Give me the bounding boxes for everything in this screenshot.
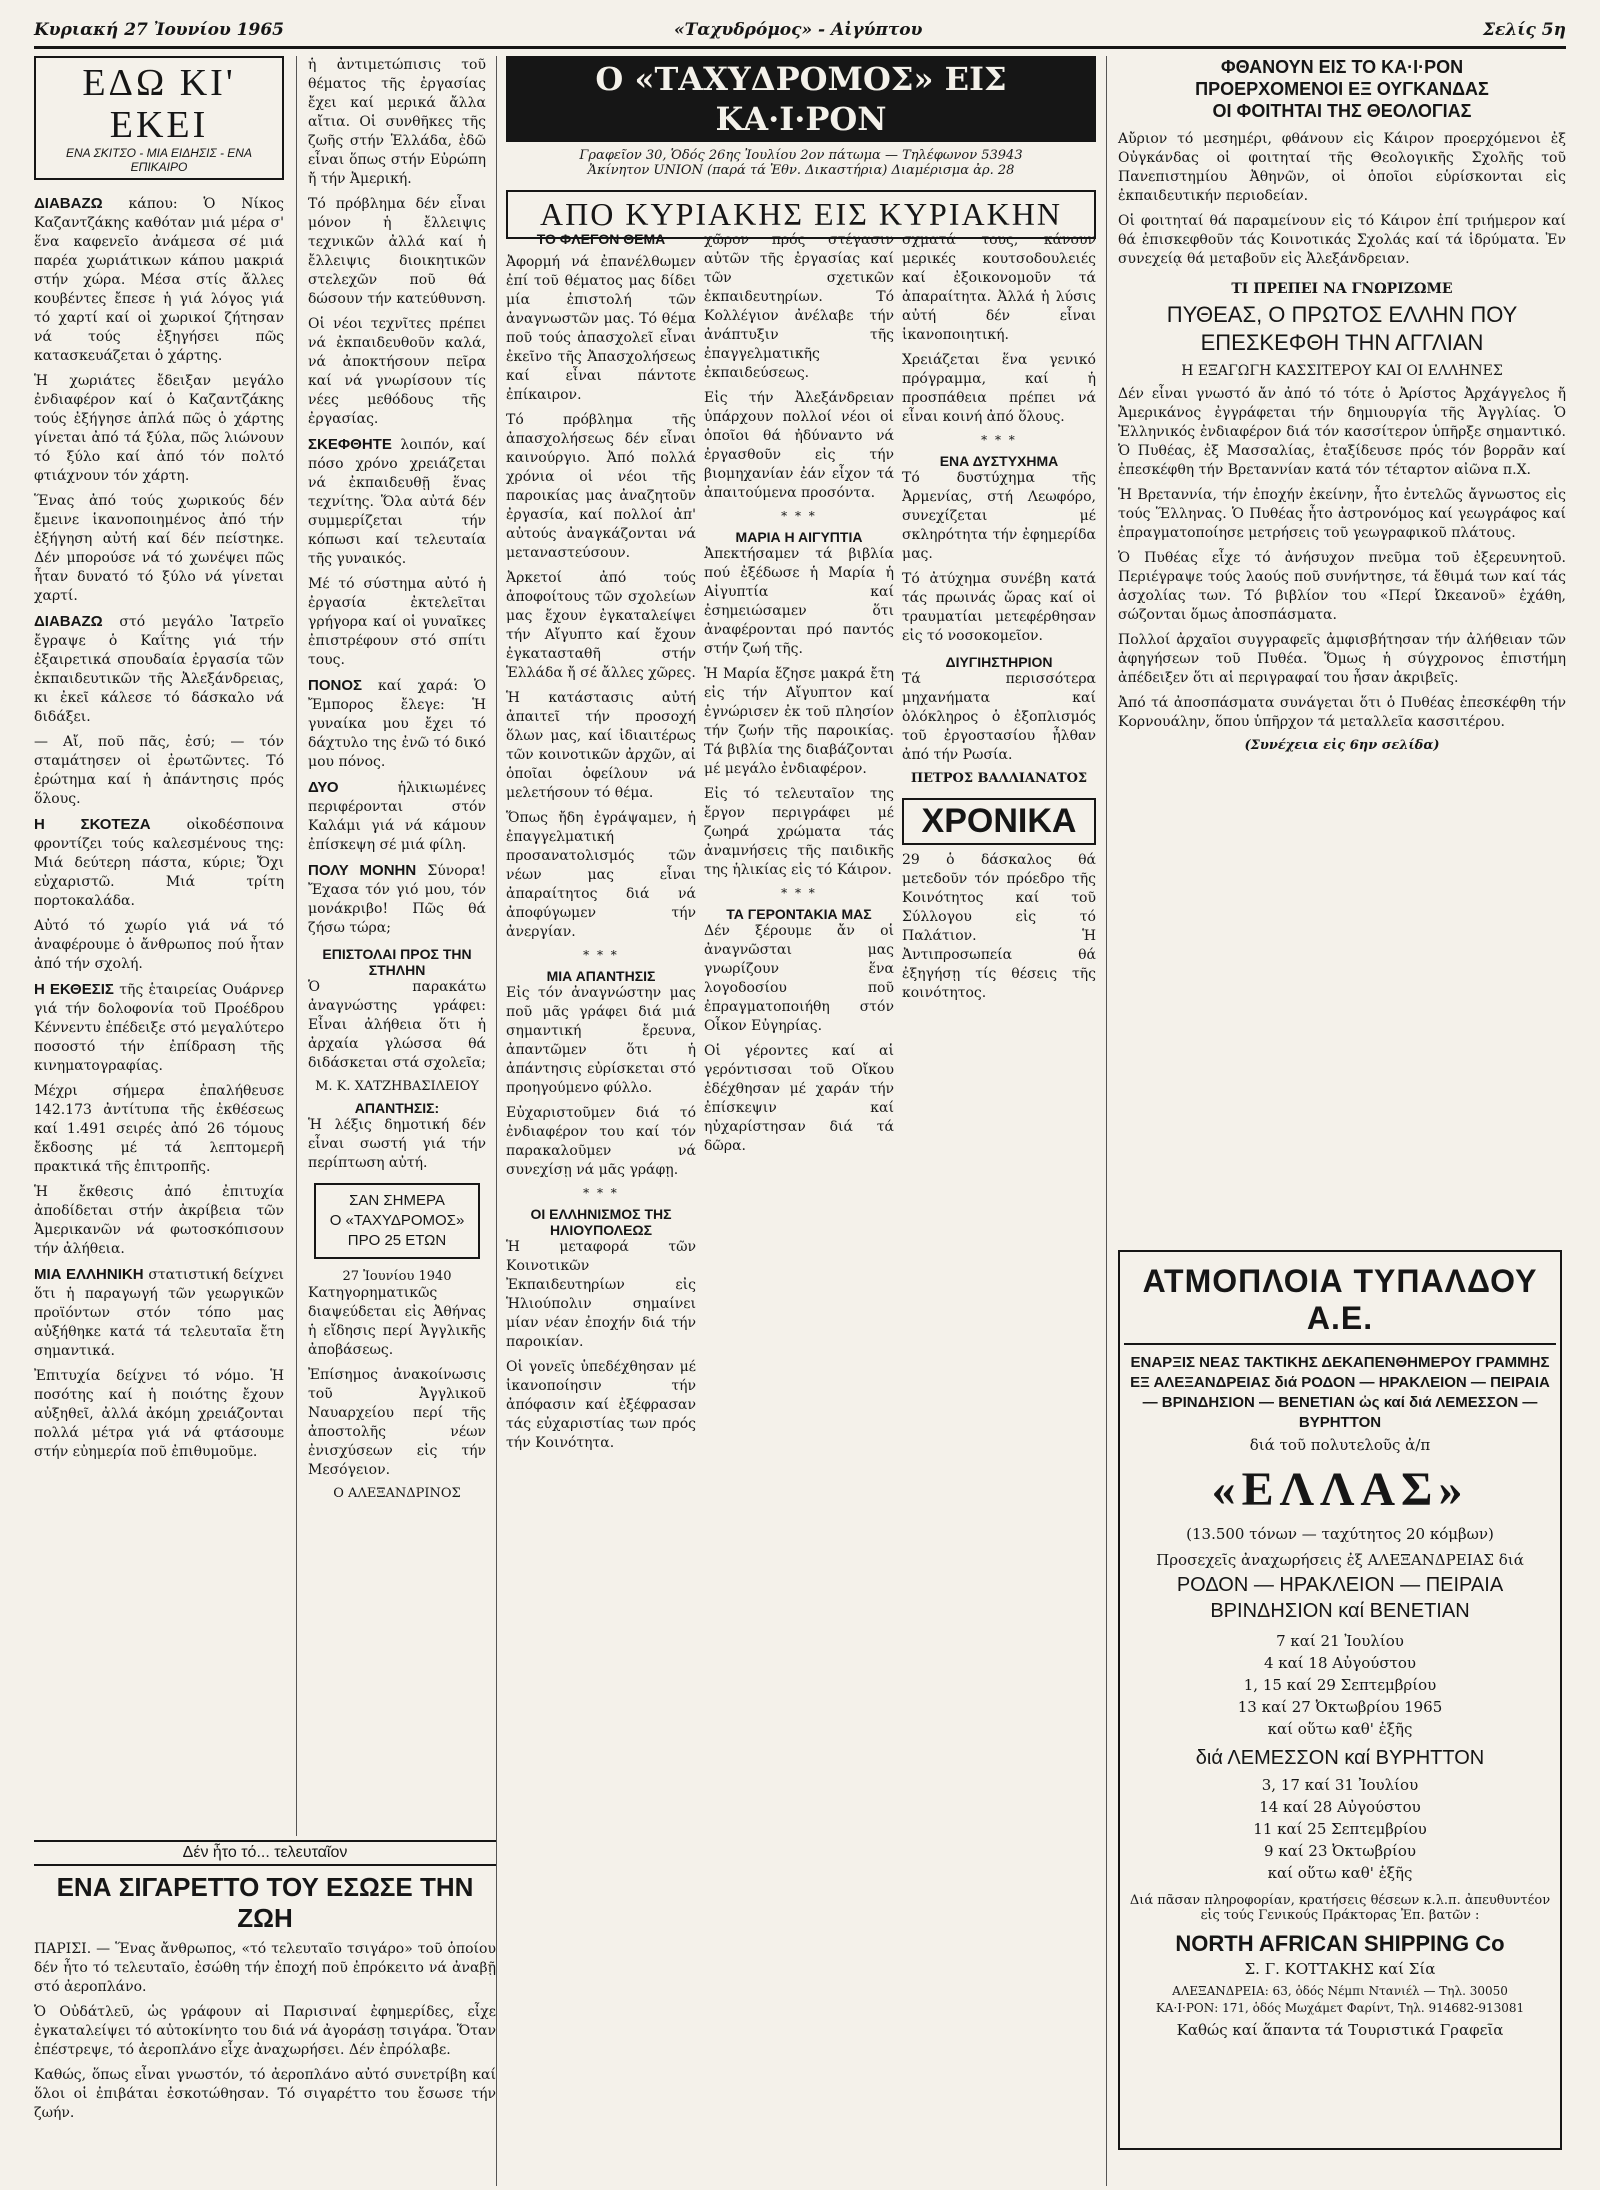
footer-text: ΠΑΡΙΣΙ. — Ἕνας ἄνθρωπος, «τό τελευταῖο τσιγάρο» τοῦ ὁποίου δέν ἦτο τό τελευταῖο, ἐσώθη τήν ἐποχή ποῦ ἐπρόκειτο νά ἀναβῇ στό ἀεροπλάνο. xyxy=(34,1941,496,1995)
center-address1: Γραφεῖον 30, Ὁδός 26ης Ἰουλίου 2ον πάτωμα — Τηλέφωνον 53943 xyxy=(579,148,1023,163)
letters-title: ΕΠΙΣΤΟΛΑΙ ΠΡΟΣ ΤΗΝ ΣΤΗΛΗΝ xyxy=(322,946,472,978)
right-headline1: ΦΘΑΝΟΥΝ ΕΙΣ ΤΟ ΚΑ·Ι·ΡΟΝ xyxy=(1220,57,1464,77)
right-headline3: ΟΙ ΦΟΙΤΗΤΑΙ ΤΗΣ ΘΕΟΛΟΓΙΑΣ xyxy=(1212,101,1472,121)
footer-kicker: Δέν ἦτο τό... τελευταῖον xyxy=(34,1840,496,1866)
center-headline: ΑΠΟ ΚΥΡΙΑΚΗΣ ΕΙΣ ΚΥΡΙΑΚΗΝ xyxy=(506,190,1096,239)
section-text: στό μεγάλο Ἰατρεῖο ἔγραψε ὁ Καΐτης γιά τήν ἐξαιρετικά σπουδαία ἐργασία τῶν ἐκπαιδευτικῶν τῆς Ἀλεξάνδρειας, κι ἐκεῖ κάλεσε τό δάσκαλο νά διδάξει. xyxy=(34,614,285,725)
header-rule xyxy=(34,46,1566,49)
col2-side-label: ΠΟΝΟΣ xyxy=(308,677,363,694)
section-text: οἰκοδέσποινα φροντίζει τούς καλεσμένους της: Μιά δεύτερη πάστα, κύριε; Ὄχι εὐχαριστῶ. Μιά τρίτη πορτοκαλάδα. xyxy=(34,817,284,909)
col2-side-text: καί χαρά: Ὁ Ἔμπορος ἔλεγε: Ἡ γυναίκα μου ἔχει τό δάχτυλο της ἐνῶ τό δικό μου πόνος. xyxy=(308,678,487,770)
ad-date: 4 καί 18 Αὐγούστου xyxy=(1263,1654,1417,1672)
left-masthead: ΕΔΩ ΚΙ' ΕΚΕΙ xyxy=(82,62,236,146)
section-label: ΔΙΑΒΑΖΩ xyxy=(34,195,103,212)
ad-company: ΑΤΜΟΠΛΟΙΑ ΤΥΠΑΛΔΟΥ Α.Ε. xyxy=(1124,1263,1556,1345)
section-title: ΕΝΑ ΔΥΣΤΥΧΗΜΑ xyxy=(939,453,1059,469)
today-box-line: Ο «ΤΑΧΥΔΡΟΜΟΣ» xyxy=(329,1212,465,1229)
ad-date: 7 καί 21 Ἰουλίου xyxy=(1276,1632,1404,1650)
col2-side-label: ΠΟΛΥ ΜΟΝΗΝ xyxy=(308,862,417,879)
ad-footer: Καθώς καί ἅπαντα τά Τουριστικά Γραφεῖα xyxy=(1176,2021,1504,2039)
letters-signature: Μ. Κ. ΧΑΤΖΗΒΑΣΙΛΕΙΟΥ xyxy=(315,1079,479,1094)
section-text: Ἀπεκτήσαμεν τά βιβλία πού ἐξέδωσε ἡ Μαρία ἡ Αἰγυπτία καί ἐσημειώσαμεν ὅτι ἀναφέρονται πρό παντός στήν ζωή τῆς. xyxy=(704,546,894,657)
footer-story: Δέν ἦτο τό... τελευταῖον ΕΝΑ ΣΙΓΑΡΕΤΤΟ ΤΟΥ ΕΣΩΣΕ ΤΗΝ ΖΩΗ ΠΑΡΙΣΙ. — Ἕνας ἄνθρωπος, «τό τελευταῖο τσιγάρο» τοῦ ὁποίου δέν ἦτο τό τελευταῖο, ἐσώθη τήν ἐποχή ποῦ ἐπρόκειτο νά ἀναβῇ στό ἀεροπλάνο. Ὁ Οὐδάτλεῦ, ὡς γράφουν αἱ Παρισιναί ἐφημερίδες, εἶχε ἐγκαταλείψει τό αὐτοκίνητο του διά νά ἀγοράσῃ τσιγάρα. Ὅταν ἐπέστρεψε, τό ἀεροπλάνο εἶχε ἀναχωρήσει. Δέν ἐπρόλαβε. Καθώς, ὅπως εἶναι γνωστόν, τό ἀεροπλάνο αὐτό συνετρίβη καί ὅλοι οἱ ἐπιβάται ἐσκοτώθησαν. Τό σιγαρέττο του ἔσωσε τήν ζωήν. xyxy=(34,1840,496,2129)
ad-date: 11 καί 25 Σεπτεμβρίου xyxy=(1253,1820,1427,1838)
section-text: Ἀφορμή νά ἐπανέλθωμεν ἐπί τοῦ θέματος μας δίδει μία ἐπιστολή τῶν ἀναγνωστῶν μας. Τό θέμα ποῦ τούς ἀπασχολεῖ εἶναι ἐκεῖνο τῆς Ἀπασχολήσεως καί εἶναι πάντοτε ἐπίκαιρον. xyxy=(506,254,696,403)
col2-side-text: ἡλικιωμένες περιφέρονται στόν Καλάμι γιά νά κάμουν ἐπίσκεψη σέ μιά φίλη. xyxy=(308,780,486,853)
section-text: Εἰς τόν ἀναγνώστην μας ποῦ μᾶς γράφει διά μιά σημαντική ἔρευνα, ἀπαντῶμεν ὅτι ἡ ἀπάντησις εὐρίσκεται στό προηγούμενο φύλλο. xyxy=(506,985,696,1096)
section-title: ΤΑ ΓΕΡΟΝΤΑΚΙΑ ΜΑΣ xyxy=(726,906,872,922)
section-title: ΜΙΑ ΑΠΑΝΤΗΣΙΣ xyxy=(546,968,656,984)
section-title: ΤΟ ΦΛΕΓΟΝ ΘΕΜΑ xyxy=(536,231,666,247)
section-text: Τά περισσότερα μηχανήματα καί ὁλόκληρος ὁ ἐξοπλισμός τοῦ ἐργοστασίου ἦλθαν ἀπό τήν Ρωσία. xyxy=(902,671,1096,763)
right-headline2: ΠΡΟΕΡΧΟΜΕΝΟΙ ΕΞ ΟΥΓΚΑΝΔΑΣ xyxy=(1195,79,1489,99)
ad-date: 3, 17 καί 31 Ἰουλίου xyxy=(1261,1776,1419,1794)
ad-address1: ΑΛΕΞΑΝΔΡΕΙΑ: 63, ὁδός Νέμπι Ντανιέλ — Τηλ. 30050 xyxy=(1172,1984,1508,1998)
column-divider xyxy=(296,56,297,1836)
section-title: ΜΑΡΙΑ Η ΑΙΓΥΠΤΙΑ xyxy=(735,529,863,545)
ad-route: ΡΟΔΟΝ — ΗΡΑΚΛΕΙΟΝ — ΠΕΙΡΑΙΑ ΒΡΙΝΔΗΣΙΟΝ καί ΒΕΝΕΤΙΑΝ xyxy=(1176,1574,1504,1622)
today-text: Κατηγορηματικῶς διαψεύδεται εἰς Ἀθήνας ἡ εἴδησις περί Ἀγγλικῆς ἀποβάσεως. xyxy=(308,1285,486,1358)
center-address2: Ἀκίνητον UNION (παρά τά Ἐθν. Δικαστήρια) Διαμέρισμα ἀρ. 28 xyxy=(587,163,1015,178)
ad-agent: NORTH AFRICAN SHIPPING Co xyxy=(1175,1931,1505,1956)
section-title: ΟΙ ΕΛΛΗΝΙΣΜΟΣ ΤΗΣ ΗΛΙΟΥΠΟΛΕΩΣ xyxy=(530,1206,672,1238)
center-subcol-3: σχματά τους, κάνουν μερικές κουτσοδουλειές καί ἐξοικονομοῦν τά ἀπαραίτητα. Ἀλλά ἡ λύσις αὐτή δέν εἶναι ἱκανοποιητική. Χρειάζεται ἕνα γενικό πρόγραμμα, καί ἡ προσπάθεια πρέπει νά εἶναι κοινή ἀπό ὅλους. * * * ΕΝΑ ΔΥΣΤΥΧΗΜΑ Τό δυστύχημα τῆς Ἀρμενίας, στή Λεωφόρο, συνεχίζεται μέ σκληρότητα τήν ἐφημερίδα μας. Τό ἀτύχημα συνέβη κατά τάς πρωινάς ὥρας καί οἱ τραυματίαι μετεφέρθησαν εἰς τό νοσοκομεῖον. ΔΙΥΓΙΗΣΤΗΡΙΟΝ Τά περισσότερα μηχανήματα καί ὁλόκληρος ὁ ἐξοπλισμός τοῦ ἐργοστασίου ἦλθαν ἀπό τήν Ρωσία. ΠΕΤΡΟΣ ΒΑΛΛΙΑΝΑΤΟΣ ΧΡΟΝΙΚΑ 29 ὁ δάσκαλος θά μετεδοῦν τόν πρόεδρο τῆς Κοινότητος καί τοῦ Σύλλογου εἰς τό Παλάτιον. Ἡ Ἀντιπροσωπεία θά ἐξηγήσῃ τίς θέσεις τῆς κοινότητος. xyxy=(902,232,1096,1001)
right-subhead2: Η ΕΞΑΓΩΓΗ ΚΑΣΣΙΤΕΡΟΥ ΚΑΙ ΟΙ ΕΛΛΗΝΕΣ xyxy=(1181,363,1503,379)
right-intro: Αὔριον τό μεσημέρι, φθάνουν εἰς Κάιρον προερχόμενοι ἐξ Οὐγκάνδας οἱ φοιτηταί τῆς Θεολογικῆς Σχολῆς τοῦ Πανεπιστημίου Ἀθηνῶν, οἱ ὁποῖοι εὑρίσκονται εἰς ἐκπαιδευτικήν περιοδείαν. xyxy=(1118,131,1566,204)
ad-dates2 xyxy=(1124,1776,1556,1883)
ad-date: 13 καί 27 Ὀκτωβρίου 1965 xyxy=(1237,1698,1443,1716)
page-header xyxy=(34,20,1566,42)
section-text: Δέν ξέρουμε ἄν οἱ ἀναγνῶσται μας γνωρίζουν ἕνα λογοδοσίου ποῦ ἐπραγματοποιήθη στόν Οἶκον Εὐγηρίας. xyxy=(704,923,894,1034)
center-masthead: Ο «ΤΑΧΥΔΡΟΜΟΣ» ΕΙΣ ΚΑ·Ι·ΡΟΝ xyxy=(506,56,1096,142)
today-box-line: ΣΑΝ ΣΗΜΕΡΑ xyxy=(349,1192,445,1209)
right-column: ΦΘΑΝΟΥΝ ΕΙΣ ΤΟ ΚΑ·Ι·ΡΟΝ ΠΡΟΕΡΧΟΜΕΝΟΙ ΕΞ ΟΥΓΚΑΝΔΑΣ ΟΙ ΦΟΙΤΗΤΑΙ ΤΗΣ ΘΕΟΛΟΓΙΑΣ Αὔριον τό μεσημέρι, φθάνουν εἰς Κάιρον προερχόμενοι ἐξ Οὐγκάνδας οἱ φοιτηταί τῆς Θεολογικῆς Σχολῆς τοῦ Πανεπιστημίου Ἀθηνῶν, οἱ ὁποῖοι εὑρίσκονται εἰς ἐκπαιδευτικήν περιοδείαν. Οἱ φοιτηταί θά παραμείνουν εἰς τό Κάιρον ἐπί τριήμερον καί θά ἐπισκεφθοῦν τάς Κοινοτικάς Σχολάς καί τά ἱδρύματα. Ἐν συνεχείᾳ θά μεταβοῦν εἰς Ἀλεξάνδρειαν. ΤΙ ΠΡΕΠΕΙ ΝΑ ΓΝΩΡΙΖΩΜΕ ΠΥΘΕΑΣ, Ο ΠΡΩΤΟΣ ΕΛΛΗΝ ΠΟΥ ΕΠΕΣΚΕΦΘΗ ΤΗΝ ΑΓΓΛΙΑΝ Η ΕΞΑΓΩΓΗ ΚΑΣΣΙΤΕΡΟΥ ΚΑΙ ΟΙ ΕΛΛΗΝΕΣ Δέν εἶναι γνωστό ἄν ἀπό τό τότε ὁ Ἀρίστος Ἀρχάγγελος ἤ Ἀμερικάνος ἐγγράφεται τήν δημιουργία τῆς Ἀγγλίας. Ὁ Ἐλληνικός ἐνδιαφέρον διά τόν κασσίτερον ὑπῆρξε σημαντικό. Ὁ Πυθέας, ἐξ Μασσαλίας, ἐταξίδευσε πρός τόν βορρᾶν καί ἐπεσκέφθη τήν Βρεταννίαν κατά τόν τέταρτον αἰῶνα π.Χ. Ἡ Βρεταννία, τήν ἐποχήν ἐκείνην, ἦτο ἐντελῶς ἄγνωστος εἰς τούς Ἕλληνας. Ὁ Πυθέας ἦτο ἀστρονόμος καί γεωγράφος καί ἐπραγματοποίησε μετρήσεις τοῦ γεωγραφικοῦ πλάτους. Ὁ Πυθέας εἶχε τό ἀνήσυχον πνεῦμα τοῦ ἐξερευνητοῦ. Περιέγραψε τούς λαούς ποῦ συνήντησε, τά ἔθιμά των καί τάς ἀσχολίας των. Τό βιβλίον του «Περί Ὠκεανοῦ» ἐχάθη, σώζονται ὅμως ἀποσπάσματα. Πολλοί ἀρχαῖοι συγγραφεῖς ἀμφισβήτησαν τήν ἀλήθειαν τῶν ἀφηγήσεων τοῦ Πυθέα. Ὅμως ἡ σύγχρονος ἐπιστήμη ἀπέδειξεν ὅτι αἱ περιγραφαί του ἦσαν ἀκριβεῖς. Ἀπό τά ἀποσπάσματα συνάγεται ὅτι ὁ Πυθέας ἐπεσκέφθη τήν Κορνουάλην, ὅπου ὑπῆρχον τά μεταλλεῖα κασσιτέρου. (Συνέχεια εἰς 6ην σελίδα) xyxy=(1118,57,1566,753)
section-text: Ἡ μεταφορά τῶν Κοινοτικῶν Ἐκπαιδευτηρίων εἰς Ἡλιούπολιν σημαίνει μίαν νέαν ἐποχήν διά τήν παροικίαν. xyxy=(506,1239,696,1350)
ad-address2: ΚΑ·Ι·ΡΟΝ: 171, ὁδός Μωχάμετ Φαρίντ, Τηλ. 914682-913081 xyxy=(1155,2001,1525,2015)
section-label: Η ΣΚΟΤΕΖΑ xyxy=(34,816,151,833)
ad-route2: διά ΛΕΜΕΣΣΟΝ καί ΒΥΡΗΤΤΟΝ xyxy=(1195,1747,1485,1769)
column-divider xyxy=(496,56,497,2186)
left-tagline: ΕΝΑ ΣΚΙΤΣΟ - ΜΙΑ ΕΙΔΗΣΙΣ - ΕΝΑ ΕΠΙΚΑΙΡΟ xyxy=(66,146,252,174)
ad-ship-name: «ΕΛΛΑΣ» xyxy=(1211,1463,1469,1516)
col2-paragraph: Τό πρόβλημα δέν εἶναι μόνον ἡ ἔλλειψις τεχνικῶν ἀλλά καί ἡ ἔλλειψις διοικητικῶν στελεχῶν ποῦ θά δώσουν τήν κατεύθυνση. xyxy=(308,196,486,307)
col2-side-label: ΔΥΟ xyxy=(308,779,339,796)
newspaper-page xyxy=(34,20,1566,2170)
section-label: ΔΙΑΒΑΖΩ xyxy=(34,613,103,630)
right-body: Δέν εἶναι γνωστό ἄν ἀπό τό τότε ὁ Ἀρίστος Ἀρχάγγελος ἤ Ἀμερικάνος ἐγγράφεται τήν δημιουργία τῆς Ἀγγλίας. Ὁ Ἐλληνικός ἐνδιαφέρον διά τόν κασσίτερον ὑπῆρξε σημαντικό. Ὁ Πυθέας, ἐξ Μασσαλίας, ἐταξίδευσε πρός τόν βορρᾶν καί ἐπεσκέφθη τήν Βρεταννίαν κατά τόν τέταρτον αἰῶνα π.Χ. xyxy=(1118,386,1566,478)
answer-title: ΑΠΑΝΤΗΣΙΣ: xyxy=(354,1100,440,1116)
chronika-text: 29 ὁ δάσκαλος θά μετεδοῦν τόν πρόεδρο τῆς Κοινότητος καί τοῦ Σύλλογου εἰς τό Παλάτιον. Ἡ Ἀντιπροσωπεία θά ἐξηγήσῃ τίς θέσεις τῆς κοινότητος. xyxy=(902,852,1096,1001)
right-subhead: ΤΙ ΠΡΕΠΕΙ ΝΑ ΓΝΩΡΙΖΩΜΕ xyxy=(1231,281,1453,297)
center-subcol-2: χῶρον πρός στέγασιν αὐτῶν τῆς ἐργασίας καί τῶν σχετικῶν ἐκπαιδευτηρίων. Τό Κολλέγιον ἀνέλαβε τήν ἀνάπτυξιν τῆς ἐπαγγελματικῆς ἐκπαιδεύσεως. Εἰς τήν Ἀλεξάνδρειαν ὑπάρχουν πολλοί νέοι οἱ ὁποῖοι θά ἠδύναντο νά ἐργασθοῦν εἰς τήν βιομηχανίαν ἐάν εἶχον τά ἀπαιτούμενα προσόντα. * * * ΜΑΡΙΑ Η ΑΙΓΥΠΤΙΑ Ἀπεκτήσαμεν τά βιβλία πού ἐξέδωσε ἡ Μαρία ἡ Αἰγυπτία καί ἐσημειώσαμεν ὅτι ἀναφέρονται πρό παντός στήν ζωή τῆς. Ἡ Μαρία ἔζησε μακρά ἔτη εἰς τήν Αἴγυπτον καί ἐγνώρισεν ἐκ τοῦ πλησίον τήν ζωήν τῆς παροικίας. Τά βιβλία της διαβάζονται μέ μεγάλο ἐνδιαφέρον. Εἰς τό τελευταῖον της ἔργον περιγράφει μέ ζωηρά χρώματα τάς ἀναμνήσεις τῆς παιδικῆς της ἡλικίας εἰς τό Κάιρον. * * * ΤΑ ΓΕΡΟΝΤΑΚΙΑ ΜΑΣ Δέν ξέρουμε ἄν οἱ ἀναγνῶσται μας γνωρίζουν ἕνα λογοδοσίου ποῦ ἐπραγματοποιήθη στόν Οἶκον Εὐγηρίας. Οἱ γέροντες καί αἱ γερόντισσαι τοῦ Οἴκου ἐδέχθησαν μέ χαράν τήν ἐπίσκεψιν καί ηὐχαρίστησαν διά τά δῶρα. xyxy=(704,232,894,1154)
ad-dates xyxy=(1124,1632,1556,1739)
col2-side-text: Σύνορα! Ἔχασα τόν γιό μου, τόν μονάκριβο! Πῶς θά ζήσω τώρα; xyxy=(308,863,487,936)
left-column: ΕΔΩ ΚΙ' ΕΚΕΙ ΕΝΑ ΣΚΙΤΣΟ - ΜΙΑ ΕΙΔΗΣΙΣ - ΕΝΑ ΕΠΙΚΑΙΡΟ ΔΙΑΒΑΖΩ κάπου: Ὁ Νίκος Καζαντζάκης καθόταν μιά μέρα σ' ἕνα καφενεῖο ἀνάμεσα σέ μιά παρέα χωριάτικων κάπου μακριά στήν χώρα. Μέσα στίς ἄλλες κουβέντες ἔπεσε ἡ γιά λόγος γιά τό χαρτί καί οἱ χωρικοί ζήτησαν νά τούς ἐξηγήσει πῶς κατασκευάζεται ὁ χάρτης. Ἡ χωριάτες ἔδειξαν μεγάλο ἐνδιαφέρον καί ὁ Καζαντζάκης τούς ἐξήγησε ἁπλά πῶς ὁ χάρτης γίνεται ἀπό τά ξύλα, πῶς λιώνουν τό ξύλο καί ἀπό τόν πολτό φτιάχνουν τόν χάρτη. Ἕνας ἀπό τούς χωρικούς δέν ἔμεινε ἱκανοποιημένος ἀπό τήν ἐξήγηση αὐτή καί δέν πείστηκε. Δέν μπορούσε νά τό χωνέψει πῶς ἦταν δυνατό τό ξύλο νά γίνεται χαρτί. ΔΙΑΒΑΖΩ στό μεγάλο Ἰατρεῖο ἔγραψε ὁ Καΐτης γιά τήν ἐξαιρετικά σπουδαία ἐργασία τῶν ἐκπαιδευτικῶν τῆς Ἀλεξάνδρειας, κι ἐκεῖ κάλεσε τό δάσκαλο νά διδάξει. — Αἴ, ποῦ πᾶς, ἐσύ; — τόν σταμάτησεν οἱ ἐρωτῶντες. Τό ἐρώτημα καί ἡ ἀπάντησις πρός ὅλους. Η ΣΚΟΤΕΖΑ οἰκοδέσποινα φροντίζει τούς καλεσμένους της: Μιά δεύτερη πάστα, κύριε; Ὄχι εὐχαριστῶ. Μιά τρίτη πορτοκαλάδα. Αὐτό τό χωρίο γιά νά τό ἀναφέρουμε ὁ ἄνθρωπος πού ἦταν ἀπό τήν σχολή. Η ΕΚΘΕΣΙΣ τῆς ἑταιρείας Ουάρνερ γιά τήν δολοφονία τοῦ Προέδρου Κέννεντυ ἐπέδειξε στό μεγαλύτερο ποσοστό τήν ἐπίδραση τῆς κινηματογραφίας. Μέχρι σήμερα ἐπαλήθευσε 142.173 ἀντίτυπα τῆς ἐκθέσεως καί 1.491 σειρές ἀπό 26 τόμους ἔκδοσης μέ τά λεπτομερῆ πρακτικά τῆς ἐπιτροπῆς. Ἡ ἔκθεσις ἀπό ἐπιτυχία ἀποδίδεται στήν ἀκρίβεια τῶν Ἀμερικανῶν νά φωτοσκόπισουν τήν ἀλήθεια. ΜΙΑ ΕΛΛΗΝΙΚΗ στατιστική δείχνει ὅτι ἡ παραγωγή τῶν γεωργικῶν προϊόντων στόν τόπο μας αὐξήθηκε κατά τά τελευταῖα ἔτη σημαντικά. Ἐπιτυχία δείχνει τό νόμο. Ἡ ποσότης καί ἡ ποιότης ἔχουν αὐξηθεῖ, ἀλλά ἀκόμη χρειάζονται πολλά μέτρα γιά νά φτάσουμε στήν εὐημερία ποῦ ἐπιθυμοῦμε. xyxy=(34,56,284,1468)
center-subcol-1: ΤΟ ΦΛΕΓΟΝ ΘΕΜΑ Ἀφορμή νά ἐπανέλθωμεν ἐπί τοῦ θέματος μας δίδει μία ἐπιστολή τῶν ἀναγνωστῶν μας. Τό θέμα ποῦ τούς ἀπασχολεῖ εἶναι ἐκεῖνο τῆς Ἀπασχολήσεως καί εἶναι πάντοτε ἐπίκαιρον. Τό πρόβλημα τῆς ἀπασχολήσεως δέν εἶναι καινούργιο. Ἀπό πολλά χρόνια οἱ νέοι τῆς παροικίας μας ἀναζητοῦν ἐργασία, καί πολλοί ἀπ' αὐτούς ἀναγκάζονται νά μεταναστεύσουν. Ἀρκετοί ἀπό τούς ἀποφοίτους τῶν σχολείων μας ἔχουν ἐγκαταλείψει τήν Αἴγυπτο καί ἔχουν ἐγκατασταθῆ στήν Ἑλλάδα ἤ σέ ἄλλες χῶρες. Ἡ κατάστασις αὐτή ἀπαιτεῖ τήν προσοχή ὅλων μας, καί ἰδιαιτέρως τῶν κοινοτικῶν ἀρχῶν, αἱ ὁποῖαι ὀφείλουν νά μελετήσουν τό θέμα. Ὅπως ἤδη ἐγράψαμεν, ἡ ἐπαγγελματική προσανατολισμός τῶν νέων μας εἶναι ἀπαραίτητος διά νά ἀποφύγωμεν τήν ἀνεργίαν. * * * ΜΙΑ ΑΠΑΝΤΗΣΙΣ Εἰς τόν ἀναγνώστην μας ποῦ μᾶς γράφει διά μιά σημαντική ἔρευνα, ἀπαντῶμεν ὅτι ἡ ἀπάντησις εὐρίσκεται στό προηγούμενο φύλλο. Εὐχαριστοῦμεν διά τό ἐνδιαφέρον του καί τόν παρακαλοῦμεν νά συνεχίσῃ νά μᾶς γράφῃ. * * * ΟΙ ΕΛΛΗΝΙΣΜΟΣ ΤΗΣ ΗΛΙΟΥΠΟΛΕΩΣ Ἡ μεταφορά τῶν Κοινοτικῶν Ἐκπαιδευτηρίων εἰς Ἡλιούπολιν σημαίνει μίαν νέαν ἐποχήν διά τήν παροικίαν. Οἱ γονεῖς ὑπεδέχθησαν μέ ἱκανοποίησιν τήν ἀπόφασιν καί ἐξέφρασαν τάς εὐχαριστίας των πρός τήν Κοινότητα. xyxy=(506,231,696,1451)
center-column xyxy=(506,56,1096,1451)
right-headline4: ΠΥΘΕΑΣ, Ο ΠΡΩΤΟΣ ΕΛΛΗΝ ΠΟΥ ΕΠΕΣΚΕΦΘΗ ΤΗΝ ΑΓΓΛΙΑΝ xyxy=(1166,302,1518,355)
today-signature: Ο ΑΛΕΞΑΝΔΡΙΝΟΣ xyxy=(333,1486,461,1501)
ad-departures-label: Προσεχεῖς ἀναχωρήσεις ἐξ ΑΛΕΞΑΝΔΡΕΙΑΣ διά xyxy=(1156,1551,1524,1569)
section-label: ΜΙΑ ΕΛΛΗΝΙΚΗ xyxy=(34,1266,144,1283)
section-text: στατιστική δείχνει ὅτι ἡ παραγωγή τῶν γεωργικῶν προϊόντων στόν τόπο μας αὐξήθηκε κατά τά τελευταῖα ἔτη σημαντικά. xyxy=(34,1267,284,1359)
ad-date: καί οὕτω καθ' ἑξῆς xyxy=(1267,1864,1413,1882)
continued-note: (Συνέχεια εἰς 6ην σελίδα) xyxy=(1244,738,1440,753)
ad-date: 14 καί 28 Αὐγούστου xyxy=(1259,1798,1421,1816)
author-signature: ΠΕΤΡΟΣ ΒΑΛΛΙΑΝΑΤΟΣ xyxy=(910,771,1088,786)
section-label: Η ΕΚΘΕΣΙΣ xyxy=(34,981,114,998)
ad-date: καί οὕτω καθ' ἑξῆς xyxy=(1267,1720,1413,1738)
today-date: 27 Ἰουνίου 1940 xyxy=(342,1269,452,1284)
footer-headline: ΕΝΑ ΣΙΓΑΡΕΤΤΟ ΤΟΥ ΕΣΩΣΕ ΤΗΝ ΖΩΗ xyxy=(56,1872,474,1933)
header-title: «Ταχυδρόμος» - Αἰγύπτου xyxy=(674,20,923,40)
today-box-line: ΠΡΟ 25 ΕΤΩΝ xyxy=(347,1232,447,1249)
today-box xyxy=(314,1183,480,1259)
ad-info: Διά πᾶσαν πληροφορίαν, κρατήσεις θέσεων κ.λ.π. ἀπευθυντέον εἰς τούς Γενικούς Πράκτορας Ἐπ. βατῶν : xyxy=(1129,1893,1551,1923)
left-masthead-box xyxy=(34,56,284,180)
ad-line1: ΕΝΑΡΞΙΣ ΝΕΑΣ ΤΑΚΤΙΚΗΣ ΔΕΚΑΠΕΝΘΗΜΕΡΟΥ ΓΡΑΜΜΗΣ ΕΞ ΑΛΕΞΑΝΔΡΕΙΑΣ διά ΡΟΔΟΝ — ΗΡΑΚΛΕΙΟΝ — ΠΕΙΡΑΙΑ — ΒΡΙΝΔΗΣΙΟΝ — ΒΕΝΕΤΙΑΝ ὡς καί διά ΛΕΜΕΣΣΟΝ — ΒΥΡΗΤΤΟΝ xyxy=(1130,1354,1550,1431)
ad-date: 1, 15 καί 29 Σεπτεμβρίου xyxy=(1243,1676,1437,1694)
header-date: Κυριακή 27 Ἰουνίου 1965 xyxy=(34,20,284,40)
header-page-number: Σελίς 5η xyxy=(1483,20,1566,40)
col2-side-label: ΣΚΕΦΘΗΤΕ xyxy=(308,436,392,453)
chronika-logo: ΧΡΟΝΙΚΑ xyxy=(902,798,1096,845)
answer-text: Ἡ λέξις δημοτική δέν εἶναι σωστή γιά τήν περίπτωση αὐτή. xyxy=(308,1117,486,1171)
section-text: Τό δυστύχημα τῆς Ἀρμενίας, στή Λεωφόρο, συνεχίζεται μέ σκληρότητα τήν ἐφημερίδα μας. xyxy=(902,470,1096,562)
column-divider xyxy=(1106,56,1107,2186)
section-text: τῆς ἑταιρείας Ουάρνερ γιά τήν δολοφονία τοῦ Προέδρου Κέννεντυ ἐπέδειξε στό μεγαλύτερο ποσοστό τήν ἐπίδραση τῆς κινηματογραφίας. xyxy=(34,982,284,1074)
second-column: ἡ ἀντιμετώπισις τοῦ θέματος τῆς ἐργασίας ἔχει καί μερικά ἄλλα αἴτια. Οἱ συνθῆκες τῆς ζωῆς στήν Ἑλλάδα, ἐδῶ εἶναι ὅπως στήν Εὐρώπη ἤ τήν Ἀμερική. Τό πρόβλημα δέν εἶναι μόνον ἡ ἔλλειψις τεχνικῶν ἀλλά καί ἡ ἔλλειψις διοικητικῶν στελεχῶν ποῦ θά δώσουν τήν κατεύθυνση. Οἱ νέοι τεχνῖτες πρέπει νά ἐκπαιδευθοῦν καλά, νά ἀποκτήσουν πεῖρα καί νά γνωρίσουν τίς νέες μεθόδους τῆς ἐργασίας. ΣΚΕΦΘΗΤΕ λοιπόν, καί πόσο χρόνο χρειάζεται νά ἐκπαιδευθῇ ἕνας τεχνίτης. Ὅλα αὐτά δέν συμμερίζεται τήν κόπωσι καί τελευταία τῆς γυναικός. Μέ τό σύστημα αὐτό ἡ ἐργασία ἐκτελεῖται γρήγορα καί οἱ γυναῖκες ἐπιστρέφουν στό σπίτι τους. ΠΟΝΟΣ καί χαρά: Ὁ Ἔμπορος ἔλεγε: Ἡ γυναίκα μου ἔχει τό δάχτυλο της ἐνῶ τό δικό μου πόνος. ΔΥΟ ἡλικιωμένες περιφέρονται στόν Καλάμι γιά νά κάμουν ἐπίσκεψη σέ μιά φίλη. ΠΟΛΥ ΜΟΝΗΝ Σύνορα! Ἔχασα τόν γιό μου, τόν μονάκριβο! Πῶς θά ζήσω τώρα; ΕΠΙΣΤΟΛΑΙ ΠΡΟΣ ΤΗΝ ΣΤΗΛΗΝ Ὁ παρακάτω ἀναγνώστης γράφει: Εἶναι ἀλήθεια ὅτι ἡ ἀρχαία γλώσσα θά διδάσκεται στά σχολεῖα; Μ. Κ. ΧΑΤΖΗΒΑΣΙΛΕΙΟΥ ΑΠΑΝΤΗΣΙΣ: Ἡ λέξις δημοτική δέν εἶναι σωστή γιά τήν περίπτωση αὐτή. ΣΑΝ ΣΗΜΕΡΑ Ο «ΤΑΧΥΔΡΟΜΟΣ» ΠΡΟ 25 ΕΤΩΝ 27 Ἰουνίου 1940 Κατηγορηματικῶς διαψεύδεται εἰς Ἀθήνας ἡ εἴδησις περί Ἀγγλικῆς ἀποβάσεως. Ἐπίσημος ἀνακοίνωσις τοῦ Ἀγγλικοῦ Ναυαρχείου περί τῆς ἀποστολῆς νέων ἐνισχύσεων εἰς τήν Μεσόγειον. Ο ΑΛΕΞΑΝΔΡΙΝΟΣ xyxy=(308,57,487,1501)
ad-ship-info: (13.500 τόνων — ταχύτητος 20 κόμβων) xyxy=(1186,1525,1494,1543)
col2-side-text: λοιπόν, καί πόσο χρόνο χρειάζεται νά ἐκπαιδευθῇ ἕνας τεχνίτης. Ὅλα αὐτά δέν συμμερίζεται τήν κόπωσι καί τελευταία τῆς γυναικός. xyxy=(308,437,486,567)
ad-agent2: Σ. Γ. ΚΟΤΤΑΚΗΣ καί Σία xyxy=(1244,1960,1436,1978)
shipping-ad xyxy=(1118,1250,1562,2150)
col2-paragraph: ἡ ἀντιμετώπισις τοῦ θέματος τῆς ἐργασίας ἔχει καί μερικά ἄλλα αἴτια. Οἱ συνθῆκες τῆς ζωῆς στήν Ἑλλάδα, ἐδῶ εἶναι ὅπως στήν Εὐρώπη ἤ τήν Ἀμερική. xyxy=(308,57,486,187)
ad-via: διά τοῦ πολυτελοῦς ἀ/π xyxy=(1249,1436,1431,1454)
ad-date: 9 καί 23 Ὀκτωβρίου xyxy=(1263,1842,1417,1860)
letters-text: Ὁ παρακάτω ἀναγνώστης γράφει: Εἶναι ἀλήθεια ὅτι ἡ ἀρχαία γλώσσα θά διδάσκεται στά σχολεῖα; xyxy=(308,979,486,1071)
section-text: κάπου: Ὁ Νίκος Καζαντζάκης καθόταν μιά μέρα σ' ἕνα καφενεῖο ἀνάμεσα σέ μιά παρέα χωριάτικων κάπου μακριά στήν χώρα. Μέσα στίς ἄλλες κουβέντες ἔπεσε ἡ γιά λόγος γιά τό χαρτί καί οἱ χωρικοί ζήτησαν νά τούς ἐξηγήσει πῶς κατασκευάζεται ὁ χάρτης. xyxy=(34,196,284,364)
section-title: ΔΙΥΓΙΗΣΤΗΡΙΟΝ xyxy=(945,654,1053,670)
